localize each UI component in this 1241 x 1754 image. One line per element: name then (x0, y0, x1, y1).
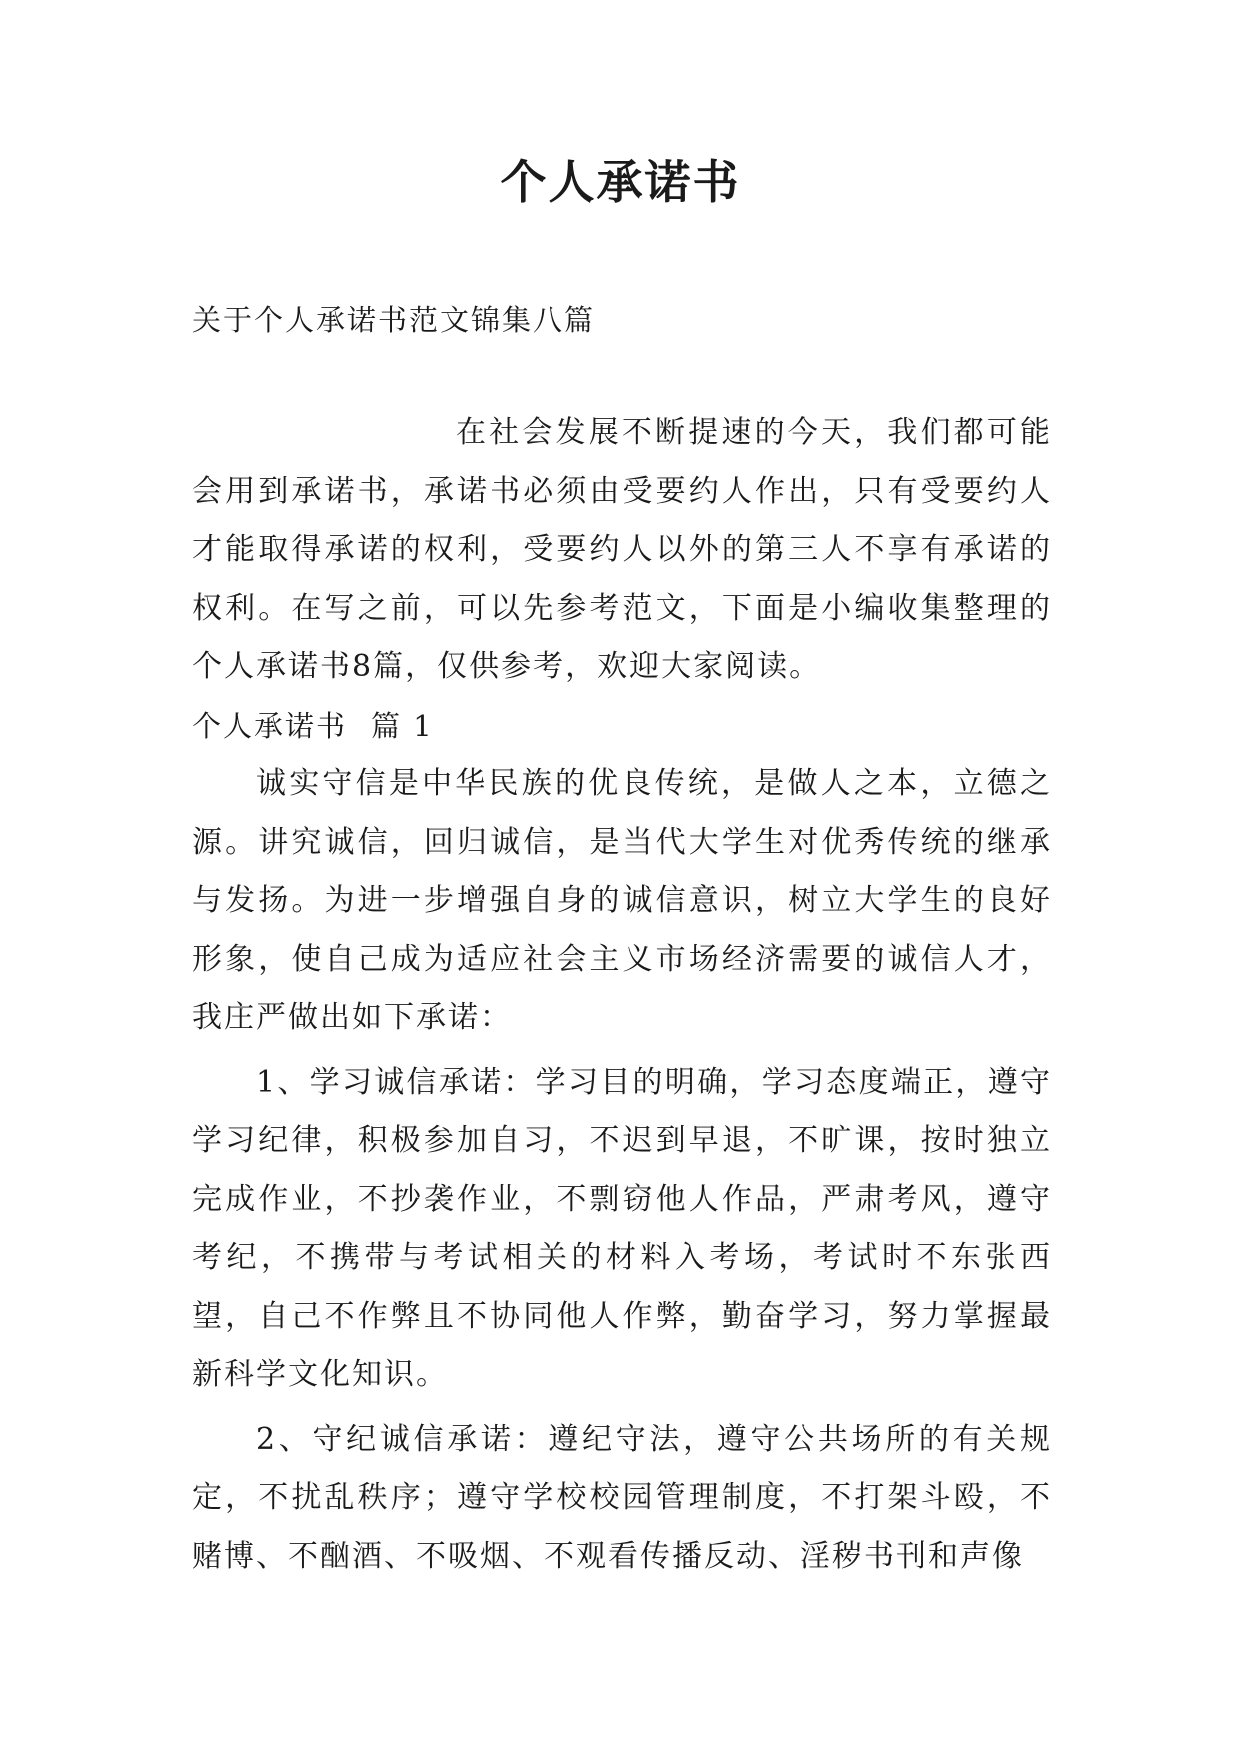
document-body (192, 404, 1052, 1586)
section-heading-name: 个人承诺书 (192, 708, 348, 743)
body-paragraph: 诚实守信是中华民族的优良传统，是做人之本，立德之源。讲究诚信，回归诚信，是当代大学生对优秀传统的继承与发扬。为进一步增强自身的诚信意识，树立大学生的良好形象，使自己成为适应社会主义市场经济需要的诚信人才，我庄严做出如下承诺： (192, 766, 1052, 1035)
body-paragraph: 1、学习诚信承诺：学习目的明确，学习态度端正，遵守学习纪律，积极参加自习，不迟到早退，不旷课，按时独立完成作业，不抄袭作业，不剽窃他人作品，严肃考风，遵守考纪，不携带与考试相关的材料入考场，考试时不东张西望，自己不作弊且不协同他人作弊，勤奋学习，努力掌握最新科学文化知识。 (192, 1064, 1052, 1392)
document-subtitle: 关于个人承诺书范文锦集八篇 (192, 303, 596, 337)
body-paragraph: 2、守纪诚信承诺：遵纪守法，遵守公共场所的有关规定，不扰乱秩序；遵守学校校园管理制度，不打架斗殴，不赌博、不酗酒、不吸烟、不观看传播反动、淫秽书刊和声像 (192, 1421, 1052, 1574)
section-heading-number: 篇 1 (371, 708, 434, 743)
section-heading (192, 697, 1052, 756)
intro-paragraph: 在社会发展不断提速的今天，我们都可能会用到承诺书，承诺书必须由受要约人作出，只有受要约人才能取得承诺的权利，受要约人以外的第三人不享有承诺的权利。在写之前，可以先参考范文，下面是小编收集整理的个人承诺书8篇，仅供参考，欢迎大家阅读。 (192, 415, 1052, 684)
document-title: 个人承诺书 (500, 155, 741, 209)
